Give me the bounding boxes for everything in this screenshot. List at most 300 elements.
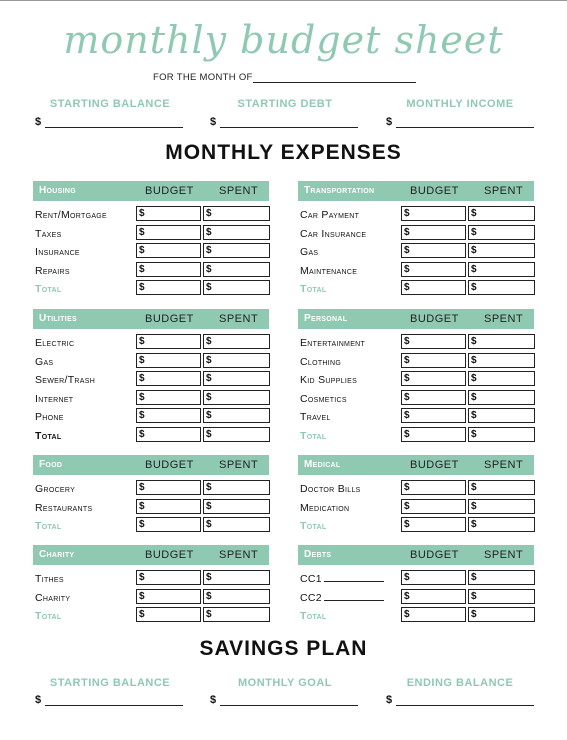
total-row xyxy=(33,607,269,625)
budget-column-label: BUDGET xyxy=(410,459,459,471)
currency-sign: $ xyxy=(210,694,217,706)
expense-label xyxy=(300,337,365,349)
category-name: Housing xyxy=(39,185,76,196)
total-row xyxy=(33,517,269,535)
spent-input[interactable] xyxy=(203,262,270,277)
expense-row xyxy=(298,589,534,607)
currency-sign: $ xyxy=(210,116,217,128)
currency-sign: $ xyxy=(139,208,145,219)
budget-input[interactable] xyxy=(136,206,201,221)
currency-sign: $ xyxy=(404,354,410,366)
spent-input[interactable] xyxy=(203,206,270,221)
spent-column-label: SPENT xyxy=(484,549,524,561)
currency-sign: $ xyxy=(471,282,477,294)
expense-label xyxy=(300,411,331,423)
currency-sign: $ xyxy=(139,609,145,621)
row-label-text: Gas xyxy=(300,246,319,259)
spent-input[interactable] xyxy=(468,408,535,423)
summary-monthly-income-field[interactable] xyxy=(386,116,392,128)
spent-input[interactable] xyxy=(203,517,270,532)
row-label-text: Doctor Bills xyxy=(300,483,361,495)
expense-label xyxy=(35,411,64,423)
row-label-text: Total xyxy=(35,283,62,296)
category-name: Utilities xyxy=(39,313,77,324)
expense-label xyxy=(300,246,318,258)
budget-input[interactable] xyxy=(136,262,201,277)
expense-row xyxy=(298,408,534,426)
expense-label xyxy=(300,592,384,604)
total-label xyxy=(35,430,61,442)
category-name: Medical xyxy=(304,459,341,470)
row-label-text: Rent/Mortgage xyxy=(35,209,108,221)
spent-column-label: SPENT xyxy=(484,313,524,325)
spent-input[interactable] xyxy=(468,353,535,368)
budget-input[interactable] xyxy=(136,408,201,423)
savings-monthly-goal-label: MONTHLY GOAL xyxy=(237,677,332,689)
summary-starting-balance-label: STARTING BALANCE xyxy=(49,98,171,110)
top-border xyxy=(0,0,567,1)
savings-starting-balance-field[interactable] xyxy=(35,694,41,706)
currency-sign: $ xyxy=(139,482,145,493)
currency-sign: $ xyxy=(404,336,410,347)
blank-line xyxy=(220,127,358,128)
currency-sign: $ xyxy=(206,572,212,583)
row-label-text: Charity xyxy=(35,591,71,604)
expense-row xyxy=(298,243,534,261)
row-label-text: Car Payment xyxy=(300,209,360,221)
currency-sign: $ xyxy=(471,263,477,275)
row-label-text: Medication xyxy=(300,501,350,514)
expense-row xyxy=(33,499,269,517)
expense-label xyxy=(300,502,349,514)
currency-sign: $ xyxy=(404,263,410,275)
row-label-text: Total xyxy=(35,610,62,623)
savings-plan-heading: SAVINGS PLAN xyxy=(199,637,368,660)
spent-input[interactable] xyxy=(468,262,535,277)
spent-input[interactable] xyxy=(468,371,535,386)
currency-sign: $ xyxy=(139,263,145,275)
spent-column-label: SPENT xyxy=(219,313,259,325)
row-label-text: Sewer/Trash xyxy=(35,374,96,387)
budget-input[interactable] xyxy=(401,390,466,405)
currency-sign: $ xyxy=(206,282,212,294)
expense-row xyxy=(298,570,534,588)
budget-column-label: BUDGET xyxy=(145,459,194,471)
budget-input[interactable] xyxy=(136,480,201,495)
expense-label xyxy=(300,573,384,585)
currency-sign: $ xyxy=(404,590,410,602)
budget-input[interactable] xyxy=(136,353,201,368)
category-header xyxy=(298,181,534,201)
total-label xyxy=(300,283,326,295)
currency-sign: $ xyxy=(139,282,145,294)
blank-line xyxy=(45,127,183,128)
budget-column-label: BUDGET xyxy=(410,549,459,561)
total-row xyxy=(298,517,534,535)
expense-row xyxy=(33,334,269,352)
currency-sign: $ xyxy=(139,410,145,422)
currency-sign: $ xyxy=(139,572,145,583)
page-title: monthly budget sheet xyxy=(63,18,504,62)
currency-sign: $ xyxy=(471,336,477,347)
budget-input[interactable] xyxy=(401,480,466,495)
expense-label xyxy=(35,483,75,495)
budget-input[interactable] xyxy=(401,353,466,368)
row-label-text: Electric xyxy=(35,337,75,349)
budget-input[interactable] xyxy=(401,589,466,604)
currency-sign: $ xyxy=(471,373,477,385)
row-label-text: Internet xyxy=(35,392,74,405)
summary-starting-debt-field[interactable] xyxy=(210,116,216,128)
spent-input[interactable] xyxy=(468,480,535,495)
expense-label xyxy=(300,393,347,405)
expense-label xyxy=(35,573,64,585)
total-row xyxy=(33,427,269,445)
expense-row xyxy=(298,262,534,280)
currency-sign: $ xyxy=(404,373,410,385)
currency-sign: $ xyxy=(404,208,410,219)
currency-sign: $ xyxy=(404,519,410,531)
spent-input[interactable] xyxy=(203,334,270,349)
budget-input[interactable] xyxy=(136,499,201,514)
expense-label xyxy=(35,393,73,405)
budget-input[interactable] xyxy=(136,570,201,585)
spent-input[interactable] xyxy=(203,589,270,604)
row-label-text: Tithes xyxy=(35,573,64,585)
currency-sign: $ xyxy=(404,500,410,512)
category-header xyxy=(298,455,534,475)
blank-line xyxy=(45,705,183,706)
expense-row xyxy=(298,480,534,498)
spent-input[interactable] xyxy=(203,280,270,295)
budget-input[interactable] xyxy=(401,371,466,386)
spent-input[interactable] xyxy=(203,607,270,622)
row-label-text: Cosmetics xyxy=(300,392,347,405)
spent-input[interactable] xyxy=(203,570,270,585)
row-label-text: Clothing xyxy=(300,355,342,368)
currency-sign: $ xyxy=(404,245,410,257)
expense-label xyxy=(35,265,70,277)
savings-ending-balance-label: ENDING BALANCE xyxy=(406,677,514,689)
spent-input[interactable] xyxy=(203,427,270,442)
row-label-text: Gas xyxy=(35,355,54,368)
currency-sign: $ xyxy=(139,519,145,531)
expense-row xyxy=(298,206,534,224)
expense-row xyxy=(33,262,269,280)
expense-label xyxy=(35,592,70,604)
budget-column-label: BUDGET xyxy=(145,185,194,197)
row-label-text: Total xyxy=(300,520,327,533)
budget-input[interactable] xyxy=(136,225,201,240)
budget-input[interactable] xyxy=(136,517,201,532)
summary-starting-debt-label: STARTING DEBT xyxy=(237,98,333,110)
currency-sign: $ xyxy=(139,226,145,238)
spent-input[interactable] xyxy=(203,480,270,495)
budget-input[interactable] xyxy=(401,225,466,240)
currency-sign: $ xyxy=(471,429,477,440)
budget-input[interactable] xyxy=(136,427,201,442)
currency-sign: $ xyxy=(404,391,410,403)
expense-label xyxy=(35,374,95,386)
total-label xyxy=(35,610,61,622)
currency-sign: $ xyxy=(139,354,145,366)
budget-input[interactable] xyxy=(401,517,466,532)
currency-sign: $ xyxy=(404,410,410,422)
spent-input[interactable] xyxy=(203,390,270,405)
currency-sign: $ xyxy=(139,429,145,440)
expense-label xyxy=(300,374,357,386)
category-header xyxy=(298,545,534,565)
expense-label xyxy=(300,483,361,495)
spent-input[interactable] xyxy=(468,390,535,405)
row-label-text: Repairs xyxy=(35,264,70,277)
currency-sign: $ xyxy=(139,391,145,403)
spent-input[interactable] xyxy=(468,499,535,514)
spent-input[interactable] xyxy=(468,206,535,221)
spent-input[interactable] xyxy=(468,570,535,585)
spent-column-label: SPENT xyxy=(219,459,259,471)
expense-label xyxy=(300,356,341,368)
row-label-text: Maintenance xyxy=(300,264,358,277)
budget-input[interactable] xyxy=(136,589,201,604)
expense-row xyxy=(33,589,269,607)
expense-label xyxy=(35,228,62,240)
currency-sign: $ xyxy=(206,482,212,493)
currency-sign: $ xyxy=(404,282,410,294)
for-month-field[interactable] xyxy=(153,72,416,83)
budget-input[interactable] xyxy=(401,427,466,442)
expense-label xyxy=(35,209,107,221)
category-name: Charity xyxy=(39,549,75,560)
spent-input[interactable] xyxy=(468,225,535,240)
expense-label xyxy=(35,246,80,258)
currency-sign: $ xyxy=(404,482,410,493)
budget-input[interactable] xyxy=(136,390,201,405)
expense-label xyxy=(35,502,92,514)
budget-input[interactable] xyxy=(401,408,466,423)
category-header xyxy=(33,309,269,329)
row-label-text: Total xyxy=(35,430,62,442)
currency-sign: $ xyxy=(471,500,477,512)
currency-sign: $ xyxy=(471,609,477,621)
budget-column-label: BUDGET xyxy=(410,185,459,197)
currency-sign: $ xyxy=(206,208,212,219)
currency-sign: $ xyxy=(404,226,410,238)
row-label-text: Car Insurance xyxy=(300,227,367,240)
monthly-expenses-heading: MONTHLY EXPENSES xyxy=(165,141,402,164)
expense-row xyxy=(33,480,269,498)
row-label-text: Total xyxy=(300,430,327,442)
spent-input[interactable] xyxy=(203,371,270,386)
expense-label xyxy=(300,265,357,277)
row-label-text: Taxes xyxy=(35,227,62,240)
spent-input[interactable] xyxy=(468,243,535,258)
expense-row xyxy=(33,390,269,408)
savings-ending-balance-field[interactable] xyxy=(386,694,392,706)
currency-sign: $ xyxy=(386,116,393,128)
currency-sign: $ xyxy=(471,590,477,602)
budget-input[interactable] xyxy=(401,334,466,349)
row-label-text: CC1 xyxy=(300,573,322,585)
currency-sign: $ xyxy=(139,500,145,512)
row-label-text: Travel xyxy=(300,411,331,424)
budget-input[interactable] xyxy=(401,262,466,277)
summary-monthly-income-label: MONTHLY INCOME xyxy=(406,98,514,110)
row-label-text: Kid Supplies xyxy=(300,374,358,387)
currency-sign: $ xyxy=(206,245,212,257)
total-label xyxy=(300,520,326,532)
row-label-text: Restaurants xyxy=(35,501,93,514)
currency-sign: $ xyxy=(206,373,212,385)
total-label xyxy=(300,610,326,622)
row-label-text: Grocery xyxy=(35,483,76,495)
expense-label xyxy=(300,228,366,240)
row-label-text: Phone xyxy=(35,411,64,424)
expense-row xyxy=(298,353,534,371)
savings-starting-balance-label: STARTING BALANCE xyxy=(49,677,171,689)
budget-input[interactable] xyxy=(401,570,466,585)
expense-row xyxy=(33,371,269,389)
spent-input[interactable] xyxy=(468,280,535,295)
total-row xyxy=(298,427,534,445)
spent-column-label: SPENT xyxy=(484,185,524,197)
budget-input[interactable] xyxy=(136,607,201,622)
debt-name-blank[interactable] xyxy=(324,592,384,601)
currency-sign: $ xyxy=(206,336,212,347)
currency-sign: $ xyxy=(206,410,212,422)
currency-sign: $ xyxy=(206,226,212,238)
currency-sign: $ xyxy=(139,245,145,257)
expense-row xyxy=(298,499,534,517)
budget-input[interactable] xyxy=(401,499,466,514)
currency-sign: $ xyxy=(471,391,477,403)
category-header xyxy=(298,309,534,329)
currency-sign: $ xyxy=(35,116,42,128)
expense-row xyxy=(298,225,534,243)
currency-sign: $ xyxy=(206,609,212,621)
budget-input[interactable] xyxy=(136,243,201,258)
spent-input[interactable] xyxy=(203,499,270,514)
currency-sign: $ xyxy=(206,263,212,275)
blank-line xyxy=(396,705,534,706)
total-label xyxy=(300,430,326,442)
currency-sign: $ xyxy=(471,226,477,238)
total-label xyxy=(35,520,61,532)
budget-input[interactable] xyxy=(401,243,466,258)
currency-sign: $ xyxy=(139,590,145,602)
savings-monthly-goal-field[interactable] xyxy=(210,694,216,706)
row-label-text: CC2 xyxy=(300,591,322,604)
spent-input[interactable] xyxy=(468,334,535,349)
expense-row xyxy=(33,206,269,224)
blank-line xyxy=(396,127,534,128)
category-header xyxy=(33,181,269,201)
expense-row xyxy=(33,408,269,426)
row-label-text: Entertainment xyxy=(300,337,366,349)
currency-sign: $ xyxy=(404,429,410,440)
currency-sign: $ xyxy=(404,609,410,621)
budget-input[interactable] xyxy=(401,280,466,295)
category-header xyxy=(33,545,269,565)
row-label-text: Insurance xyxy=(35,246,80,259)
currency-sign: $ xyxy=(139,336,145,347)
currency-sign: $ xyxy=(206,429,212,440)
currency-sign: $ xyxy=(139,373,145,385)
currency-sign: $ xyxy=(206,354,212,366)
currency-sign: $ xyxy=(471,519,477,531)
budget-column-label: BUDGET xyxy=(145,313,194,325)
row-label-text: Total xyxy=(35,520,62,533)
total-row xyxy=(298,607,534,625)
currency-sign: $ xyxy=(471,410,477,422)
for-month-blank[interactable] xyxy=(253,73,416,83)
currency-sign: $ xyxy=(404,572,410,583)
spent-input[interactable] xyxy=(468,589,535,604)
spent-input[interactable] xyxy=(203,243,270,258)
expense-row xyxy=(33,243,269,261)
category-header xyxy=(33,455,269,475)
expense-label xyxy=(35,356,53,368)
spent-input[interactable] xyxy=(468,427,535,442)
expense-row xyxy=(33,570,269,588)
for-month-label: FOR THE MONTH OF xyxy=(153,72,253,83)
category-name: Food xyxy=(39,459,63,470)
currency-sign: $ xyxy=(206,500,212,512)
currency-sign: $ xyxy=(35,694,42,706)
blank-line xyxy=(220,705,358,706)
spent-column-label: SPENT xyxy=(219,549,259,561)
budget-input[interactable] xyxy=(401,206,466,221)
currency-sign: $ xyxy=(386,694,393,706)
total-label xyxy=(35,283,61,295)
currency-sign: $ xyxy=(206,519,212,531)
spent-input[interactable] xyxy=(468,607,535,622)
spent-input[interactable] xyxy=(203,353,270,368)
row-label-text: Total xyxy=(300,283,327,296)
expense-label xyxy=(300,209,359,221)
currency-sign: $ xyxy=(471,245,477,257)
budget-input[interactable] xyxy=(136,280,201,295)
budget-input[interactable] xyxy=(136,334,201,349)
category-name: Personal xyxy=(304,313,348,324)
budget-column-label: BUDGET xyxy=(410,313,459,325)
spent-input[interactable] xyxy=(203,408,270,423)
category-name: Transportation xyxy=(304,185,375,196)
currency-sign: $ xyxy=(206,391,212,403)
budget-column-label: BUDGET xyxy=(145,549,194,561)
expense-row xyxy=(33,225,269,243)
spent-input[interactable] xyxy=(203,225,270,240)
total-row xyxy=(33,280,269,298)
currency-sign: $ xyxy=(471,354,477,366)
expense-row xyxy=(298,390,534,408)
expense-row xyxy=(298,371,534,389)
currency-sign: $ xyxy=(206,590,212,602)
row-label-text: Total xyxy=(300,610,327,623)
budget-input[interactable] xyxy=(401,607,466,622)
expense-label xyxy=(35,337,74,349)
expense-row xyxy=(298,334,534,352)
spent-column-label: SPENT xyxy=(484,459,524,471)
debt-name-blank[interactable] xyxy=(324,573,384,582)
category-name: Debts xyxy=(304,549,332,560)
budget-input[interactable] xyxy=(136,371,201,386)
spent-input[interactable] xyxy=(468,517,535,532)
spent-column-label: SPENT xyxy=(219,185,259,197)
currency-sign: $ xyxy=(471,208,477,219)
summary-starting-balance-field[interactable] xyxy=(35,116,41,128)
expense-row xyxy=(33,353,269,371)
